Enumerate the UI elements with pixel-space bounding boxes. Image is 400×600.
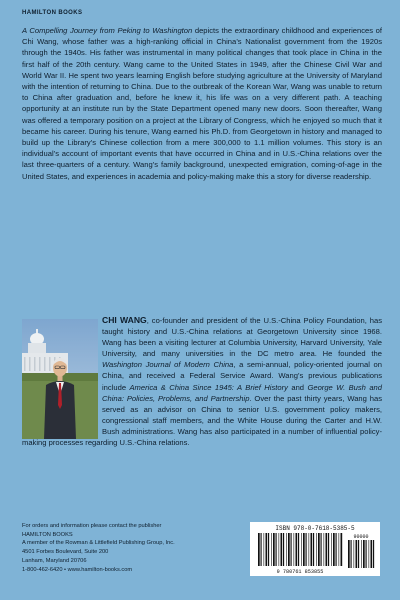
barcode-bar bbox=[321, 533, 322, 566]
barcode-bar bbox=[261, 533, 262, 566]
barcode-bar bbox=[281, 533, 283, 566]
barcode-bar bbox=[298, 533, 299, 566]
barcode-graphic bbox=[254, 533, 376, 574]
barcode-bar bbox=[358, 540, 359, 568]
barcode-bar bbox=[301, 533, 302, 566]
barcode-bar bbox=[326, 533, 328, 566]
barcode-bar bbox=[336, 533, 337, 566]
barcode-bar bbox=[351, 540, 352, 568]
barcode-bar bbox=[354, 540, 355, 568]
barcode-bar bbox=[324, 533, 325, 566]
barcode-bar bbox=[291, 533, 292, 566]
barcode-bar bbox=[266, 533, 268, 566]
barcode-bar bbox=[283, 533, 284, 566]
photo-wrap-spacer bbox=[22, 315, 102, 436]
barcode-bar bbox=[258, 533, 260, 566]
bio-text-2: , a semi-annual, policy-oriented journal on China, and received a Federal Service Award. Wang’s previous publications include bbox=[102, 360, 382, 392]
contact-line: For orders and information please contact the publisher bbox=[22, 523, 162, 529]
barcode-bar bbox=[371, 540, 373, 568]
journal-title: Washington Journal of Modern China bbox=[102, 360, 234, 370]
barcode-bar bbox=[361, 540, 362, 568]
publisher-contact bbox=[22, 522, 175, 574]
ean-bars bbox=[258, 533, 342, 566]
barcode-bar bbox=[331, 533, 332, 566]
bio-text-4: . Over the past thirty years, Wang has served as an advisor on China to senior U.S. government policy makers, congressional staff members, and the White House during the Carter and H.W. Bush administrations. Wang has also participated in a number of influential policy-making processes regarding U.S.-China relations. bbox=[22, 393, 382, 448]
barcode-bar bbox=[339, 533, 340, 566]
barcode-bar bbox=[309, 533, 310, 566]
description-text: depicts the extraordinary childhood and experiences of Chi Wang, whose father was a high-ranking official in China’s Nationalist government from the 1920s through the 1940s. His father was instrumental in many political changes that took place in China in the first half of the 20th century. Wang came to the United States in 1949, after the Chinese Civil War and World War II. He spent two years learning English before studying agriculture at the University of Maryland with the intention of returning to China. Due to the outbreak of the Korean War, Wang was unable to return to China after graduation and, before he knew it, his life was on a very different path. A teaching opportunity at an institute run by the State Department opened many new doors. Soon thereafter, Wang was offered a temporary position on a project at the Library of Congress, which he enjoyed so much that it became his career. During his tenure, Wang earned his Ph.D. from Georgetown in history and managed to build up the Library’s Chinese collection from a mere 300,000 to 1.1 million volumes. This story is an individual’s account of important events that have occurred in China and in U.S.-China relations over the last three-quarters of a century. Wang’s family background, unexpected emigration, coming-of-age in the United States, and experiences in academia and policy-making make this a story for diverse readership. bbox=[22, 26, 382, 181]
barcode-bar bbox=[318, 533, 320, 566]
contact-line: Lanham, Maryland 20706 bbox=[22, 557, 87, 564]
barcode-bar bbox=[311, 533, 313, 566]
bio-text-3: and bbox=[287, 382, 308, 392]
barcode-bar bbox=[373, 540, 374, 568]
barcode-bar bbox=[363, 540, 365, 568]
barcode-bar bbox=[356, 540, 358, 568]
barcode-bar bbox=[303, 533, 305, 566]
contact-line: A member of the Rowman & Littlefield Publishing Group, Inc. bbox=[22, 540, 175, 547]
barcode-bar bbox=[366, 540, 367, 568]
barcode-bar bbox=[286, 533, 287, 566]
barcode-bar bbox=[296, 533, 298, 566]
barcode-bar bbox=[313, 533, 314, 566]
barcode-bar bbox=[271, 533, 272, 566]
barcode-bar bbox=[288, 533, 290, 566]
barcode-bar bbox=[316, 533, 317, 566]
publisher-header: HAMILTON BOOKS bbox=[22, 10, 83, 16]
barcode-bar bbox=[328, 533, 329, 566]
barcode-bar bbox=[369, 540, 370, 568]
author-bio bbox=[22, 315, 382, 448]
price-code: 90000 bbox=[353, 534, 369, 540]
book-title-1: America & China Since 1945: A Brief History bbox=[129, 382, 288, 392]
contact-line: HAMILTON BOOKS bbox=[22, 531, 73, 538]
isbn-label: ISBN 978-0-7618-5385-5 bbox=[275, 525, 355, 532]
barcode-bar bbox=[264, 533, 265, 566]
isbn-barcode bbox=[250, 522, 380, 576]
book-description bbox=[22, 25, 382, 182]
barcode-bar bbox=[279, 533, 280, 566]
contact-line: 4501 Forbes Boulevard, Suite 200 bbox=[22, 549, 109, 556]
book-title: A Compelling Journey from Peking to Washington bbox=[22, 26, 193, 35]
barcode-bar bbox=[276, 533, 277, 566]
barcode-bar bbox=[348, 540, 350, 568]
book-title-2: George W. Bush and China: Policies, Problems, and Partnership bbox=[102, 382, 382, 403]
barcode-bar bbox=[294, 533, 295, 566]
bio-text-1: , co-founder and president of the U.S.-China Policy Foundation, has taught history and U.S.-China relations at Georgetown University since 1968. Wang has been a visiting lecturer at Columbia University, Harvard University, Yale University, and many universities in the DC metro area. He founded the bbox=[102, 316, 382, 359]
ean-digits: 9 780761 853855 bbox=[276, 569, 324, 574]
barcode-bar bbox=[306, 533, 307, 566]
barcode-bar bbox=[341, 533, 343, 566]
author-name: CHI WANG bbox=[102, 315, 147, 325]
barcode-bar bbox=[268, 533, 269, 566]
addon-bars bbox=[348, 540, 374, 568]
contact-line: 1-800-462-6420 • www.hamilton-books.com bbox=[22, 566, 133, 573]
barcode-bar bbox=[273, 533, 275, 566]
barcode-bar bbox=[333, 533, 335, 566]
